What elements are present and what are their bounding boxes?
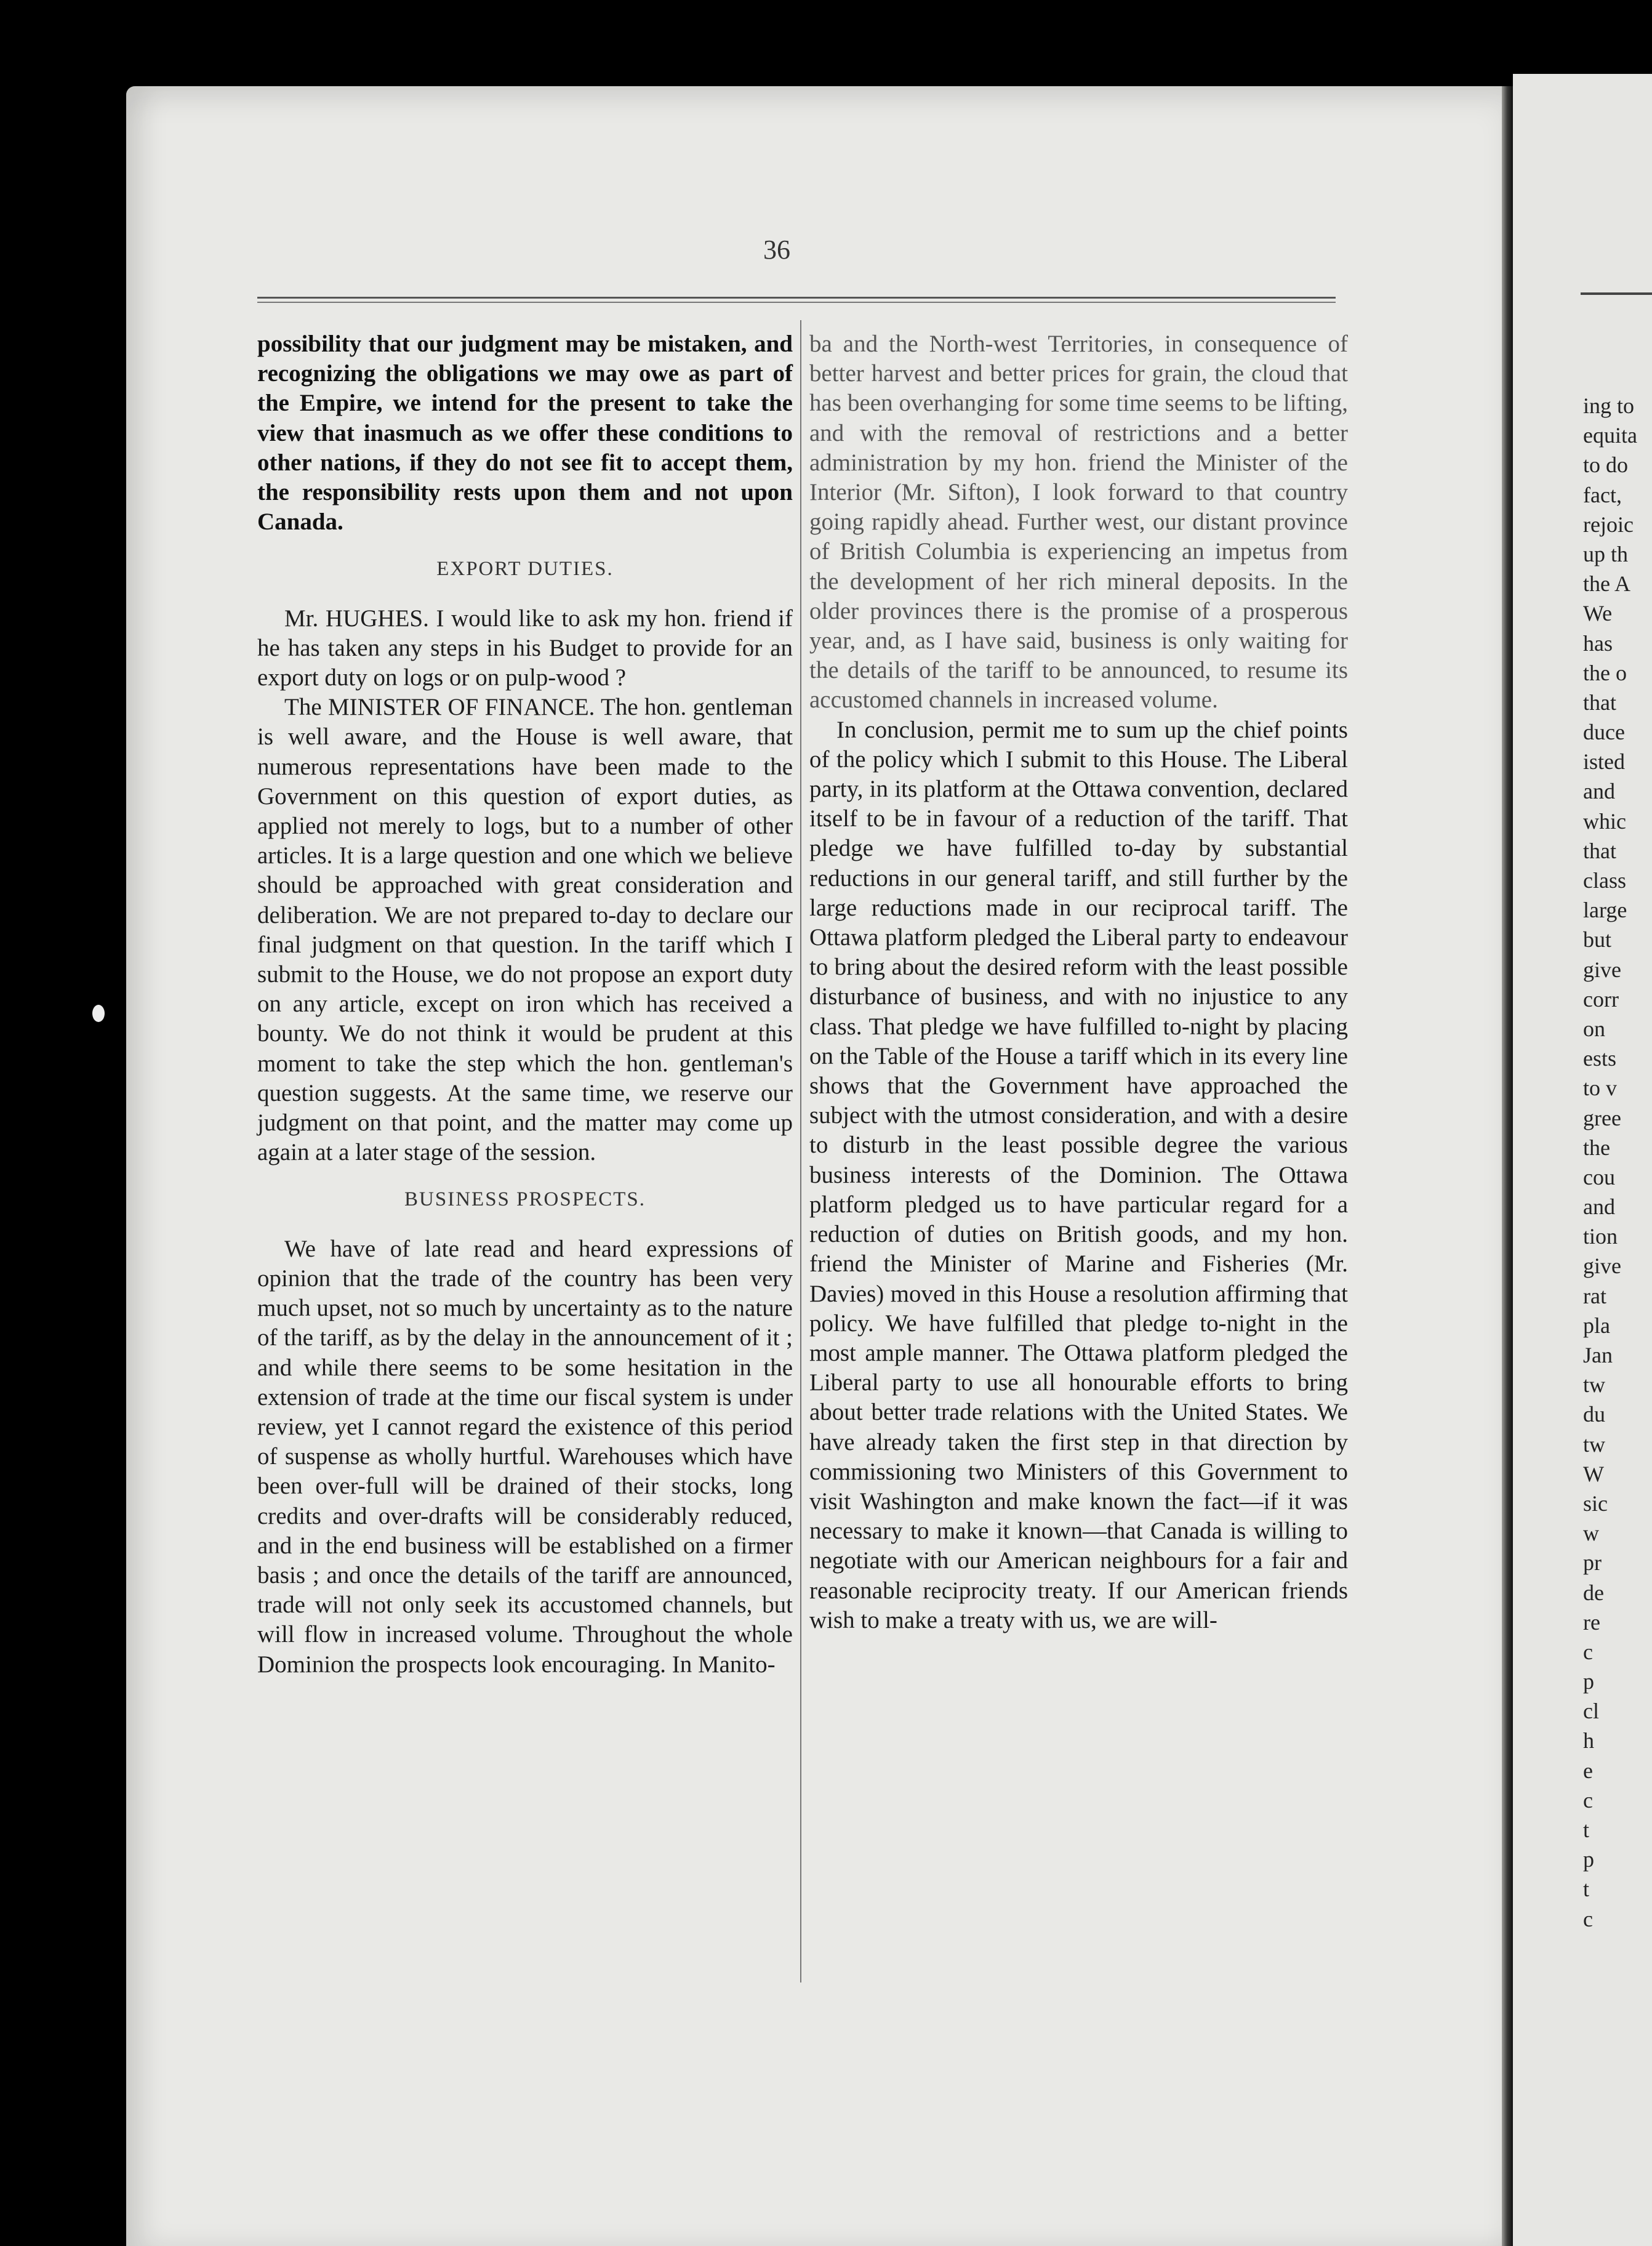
- next-page-line: gree: [1583, 1105, 1621, 1130]
- paragraph-minister-reply: The MINISTER OF FINANCE. The hon. gentleman is well aware, and the House is well aware, that numerous representations have been made to the Government on this question of export duties, as applied not merely to logs, but to a number of other articles. It is a large question and one which we believe should be approached with great consideration and deliberation. We are not prepared to-day to declare our final judgment on that question. In the tariff which I submit to the House, we do not propose an export duty on any article, except on iron which has received a bounty. We do not think it would be prudent at this moment to take the step which the hon. gentleman's question suggests. At the same time, we reserve our judgment on that point, and the matter may come up again at a later stage of the session.: [257, 694, 793, 1166]
- next-page-line: p: [1583, 1669, 1594, 1694]
- next-page-line: and: [1583, 779, 1615, 804]
- next-page-line: re: [1583, 1609, 1600, 1635]
- next-page-line: e: [1583, 1758, 1593, 1783]
- hole-mark: [92, 1005, 105, 1022]
- next-page-line: du: [1583, 1402, 1605, 1427]
- next-page-line: that: [1583, 838, 1616, 863]
- next-page-line: give: [1583, 957, 1621, 982]
- header-rule-secondary: [257, 302, 1336, 303]
- next-page-line: corr: [1583, 986, 1619, 1012]
- next-page-line: de: [1583, 1580, 1604, 1605]
- next-page-line: p: [1583, 1847, 1594, 1872]
- next-page-line: w: [1583, 1521, 1599, 1546]
- next-page-line: rejoic: [1583, 512, 1634, 537]
- left-column: [257, 329, 793, 1680]
- next-page-line: sic: [1583, 1491, 1608, 1516]
- paragraph-hughes-question: Mr. HUGHES. I would like to ask my hon. friend if he has taken any steps in his Budget to provide for an export duty on logs or on pulp-wood ?: [257, 605, 793, 691]
- next-page-line: on: [1583, 1016, 1605, 1041]
- paragraph-prospects-continued: ba and the North-west Territories, in consequence of better harvest and better prices for grain, the cloud that has been overhanging for some time seems to be lifting, and with the removal of restrictions and a better administration by my hon. friend the Minister of the Interior (Mr. Sifton), I look forward to that country going rapidly ahead. Further west, our distant province of British Columbia is experiencing an impetus from the development of her rich mineral deposits. In the older provinces there is the promise of a prosperous year, and, as I have said, business is only waiting for the details of the tariff to be announced, to resume its accustomed channels in increased volume.: [809, 331, 1348, 714]
- next-page-line: class: [1583, 868, 1626, 893]
- paragraph-business-prospects: We have of late read and heard expressions of opinion that the trade of the country has been very much upset, not so much by uncertainty as to the nature of the tariff, as by the delay in the announcement of it ; and while there seems to be some hesitation in the extension of trade at the time our fiscal system is under review, yet I cannot regard the existence of this period of suspense as wholly hurtful. Warehouses which have been over-full will be drained of their stocks, long credits and over-drafts will be considerably reduced, and in the end business will be established on a firmer basis ; and once the details of the tariff are announced, trade will not only seek its accustomed channels, but will flow in increased volume. Throughout the whole Dominion the prospects look encouraging. In Manito-: [257, 1235, 793, 1678]
- column-divider: [800, 320, 801, 1982]
- next-page-line: Jan: [1583, 1343, 1613, 1367]
- next-page-line: t: [1583, 1877, 1590, 1902]
- next-page-line: the o: [1583, 660, 1627, 685]
- next-page-line: h: [1583, 1728, 1594, 1753]
- next-page-line: fact,: [1583, 482, 1622, 507]
- next-page-line: give: [1583, 1254, 1621, 1279]
- next-page-line: to v: [1583, 1076, 1618, 1101]
- next-page-line: has: [1583, 630, 1613, 656]
- next-page-line: W: [1583, 1461, 1604, 1486]
- paragraph-continuation: possibility that our judgment may be mistaken, and recognizing the obligations we may owe as part of the Empire, we intend for the present to take the view that inasmuch as we offer these conditions to other nations, if they do not see fit to accept them, the responsibility rests upon them and not upon Canada.: [257, 331, 793, 536]
- next-page-line: ests: [1583, 1046, 1616, 1071]
- next-page-text: [1583, 391, 1637, 1934]
- book-spine: [1502, 86, 1513, 2246]
- next-page-line: ing to: [1583, 393, 1635, 418]
- next-page-line: c: [1583, 1787, 1593, 1813]
- paragraph-conclusion: In conclusion, permit me to sum up the chief points of the policy which I submit to this House. The Liberal party, in its platform at the Ottawa convention, declared itself to be in favour of a reduction of the tariff. That pledge we have fulfilled to-day by substantial reductions in our general tariff, and still further by the large reductions made in our reciprocal tariff. The Ottawa platform pledged the Liberal party to endeavour to bring about the desired reform with the least possible disturbance of business, and with no injustice to any class. That pledge we have fulfilled to-night by placing on the Table of the House a tariff which in its every line shows that the Government have approached the subject with the utmost consideration, and with a desire to disturb in the least possible degree the various business interests of the Dominion. The Ottawa platform pledged us to have particular regard for a reduction of duties on British goods, and my hon. friend the Minister of Marine and Fisheries (Mr. Davies) moved in this House a resolution affirming that policy. We have fulfilled that pledge to-night in the most ample manner. The Ottawa platform pledged the Liberal party to use all honourable efforts to bring about better trade relations with the United States. We have already taken the first step in that direction by commissioning two Ministers of this Government to visit Washington and make known the fact—if it was necessary to make it known—that Canada is willing to negotiate with our American neighbours for a fair and reasonable reciprocity treaty. If our American friends wish to make a treaty with us, we are will-: [809, 716, 1348, 1633]
- next-page-line: cou: [1583, 1164, 1615, 1189]
- page-number: 36: [763, 235, 790, 265]
- next-page-line: large: [1583, 898, 1627, 923]
- next-page-line: and: [1583, 1194, 1615, 1220]
- section-heading-export-duties: EXPORT DUTIES.: [436, 558, 614, 581]
- section-heading-business-prospects: BUSINESS PROSPECTS.: [404, 1188, 646, 1211]
- header-rule: [257, 297, 1336, 299]
- next-page-line: c: [1583, 1906, 1593, 1931]
- next-page-edge: [1513, 74, 1652, 2246]
- next-page-line: tw: [1583, 1372, 1605, 1398]
- next-page-line: isted: [1583, 749, 1625, 775]
- next-page-line: rat: [1583, 1283, 1606, 1308]
- next-page-line: duce: [1583, 720, 1625, 745]
- next-page-line: pr: [1583, 1550, 1602, 1576]
- next-page-line: c: [1583, 1639, 1593, 1664]
- next-page-line: pla: [1583, 1313, 1610, 1338]
- next-page-line: but: [1583, 927, 1612, 952]
- next-page-line: up th: [1583, 541, 1629, 566]
- next-page-rule: [1581, 292, 1652, 295]
- next-page-line: the A: [1583, 571, 1630, 597]
- next-page-line: cl: [1583, 1699, 1599, 1724]
- next-page-line: equita: [1583, 423, 1637, 448]
- next-page-line: to do: [1583, 453, 1629, 478]
- next-page-line: whic: [1583, 808, 1626, 834]
- next-page-line: the: [1583, 1135, 1610, 1160]
- right-column: [809, 329, 1348, 1635]
- next-page-line: that: [1583, 690, 1616, 715]
- next-page-line: tw: [1583, 1431, 1605, 1457]
- next-page-line: We: [1583, 601, 1613, 626]
- next-page-line: tion: [1583, 1224, 1618, 1249]
- next-page-line: t: [1583, 1817, 1590, 1842]
